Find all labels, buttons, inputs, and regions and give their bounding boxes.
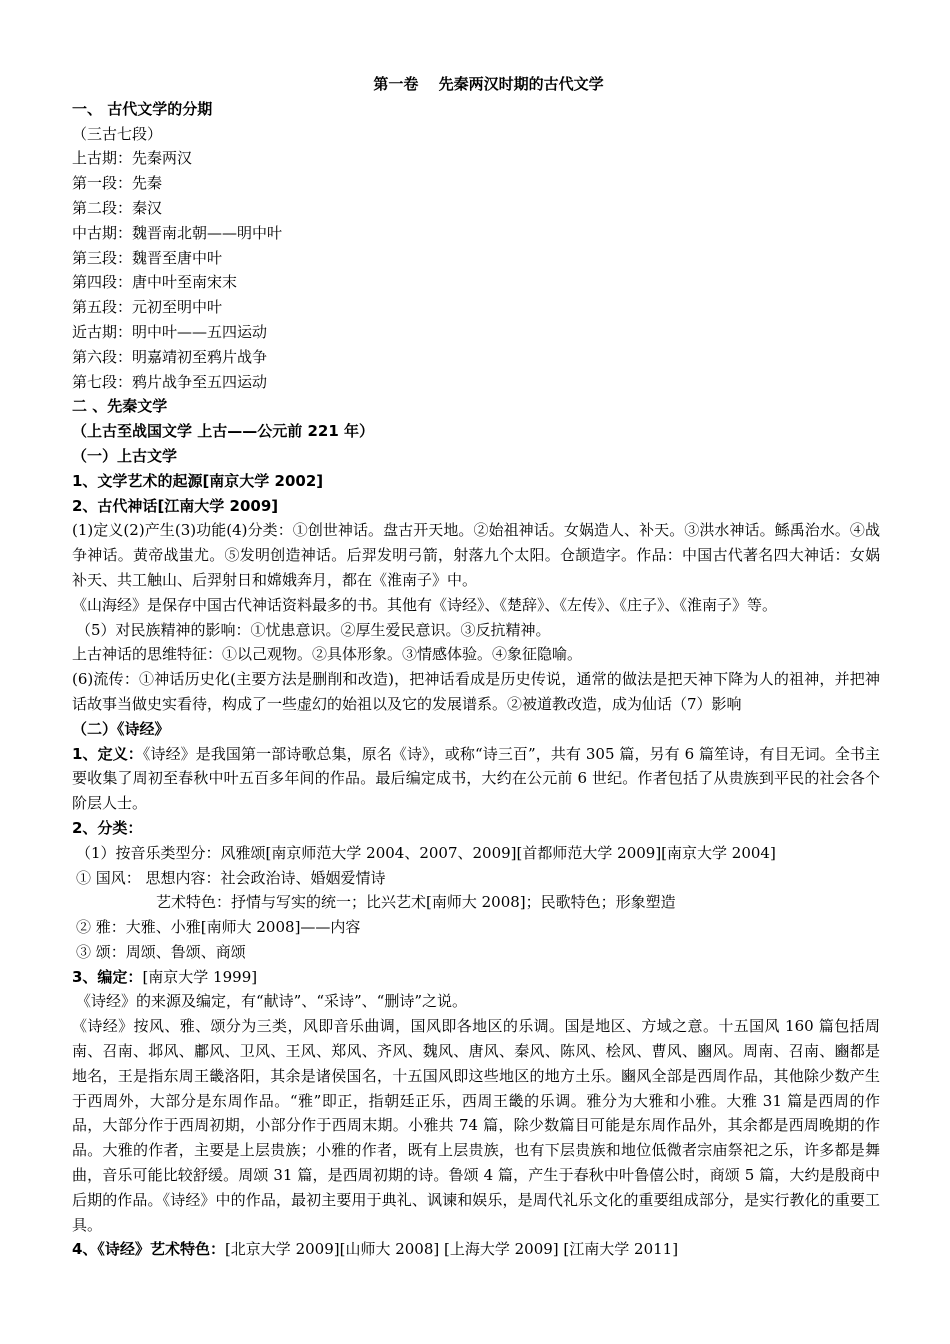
outline-line: 第一段：先秦	[72, 174, 163, 193]
guofeng-line: ① 国风： 思想内容：社会政治诗、婚姻爱情诗	[76, 868, 386, 887]
outline-line: 第二段：秦汉	[72, 198, 163, 217]
definition-text: 《诗经》是我国第一部诗歌总集，原名《诗》，或称“诗三百”，共有 305 篇，另有 6 篇笙诗，有目无词。全书主要收集了周初至春秋中叶五百多年间的作品。最后编定成书，大约在公元前 6 世纪。作者包括了从贵族到平民的社会各个阶层人士。	[72, 744, 880, 813]
outline-line: 第四段：唐中叶至南宋末	[72, 273, 238, 292]
editing-label: 3、编定：	[72, 967, 143, 986]
classification-heading: 2、分类：	[72, 818, 143, 837]
section-heading: （上古至战国文学 上古——公元前 221 年）	[72, 422, 374, 441]
outline-line: 第六段：明嘉靖初至鸦片战争	[72, 347, 268, 366]
outline-line: 第三段：魏晋至唐中叶	[72, 248, 223, 267]
document-page	[72, 72, 880, 1262]
section-heading: 二 、先秦文学	[72, 397, 168, 416]
shijing-section-heading: （二）《诗经》	[72, 719, 170, 738]
section-heading: 2、古代神话[江南大学 2009]	[72, 496, 279, 515]
outline-lines	[72, 97, 880, 519]
classification-line-1: （1）按音乐类型分：风雅颂[南京师范大学 2004、2007、2009][首都师范大学 2009][南京大学 2004]	[76, 843, 776, 862]
guofeng-art-line: 艺术特色：抒情与写实的统一；比兴艺术[南师大 2008]；民歌特色；形象塑造	[156, 893, 676, 912]
outline-line: 上古期：先秦两汉	[72, 149, 193, 168]
myth-flow-paragraph: (6)流传：①神话历史化(主要方法是删削和改造)，把神话看成是历史传说，通常的做法是把天神下降为人的祖神，并把神话故事当做史实看待，构成了一些虚幻的始祖以及它的发展谱系。②被道教改造，成为仙话（7）影响	[72, 670, 880, 713]
section-heading: 1、文学艺术的起源[南京大学 2002]	[72, 471, 324, 490]
art-features-label: 4、《诗经》艺术特色：	[72, 1240, 225, 1259]
song-line: ③ 颂：周颂、鲁颂、商颂	[76, 942, 246, 961]
outline-line: 第五段：元初至明中叶	[72, 298, 223, 317]
document-title: 第一卷 先秦两汉时期的古代文学	[373, 75, 604, 93]
art-features-text: [北京大学 2009][山师大 2008] [上海大学 2009] [江南大学 2011]	[224, 1240, 679, 1259]
editing-line	[72, 965, 880, 990]
section-heading: （一）上古文学	[72, 446, 178, 465]
outline-line: 近古期：明中叶——五四运动	[72, 322, 268, 341]
myth-influence-line: （5）对民族精神的影响：①忧患意识。②厚生爱民意识。③反抗精神。	[76, 620, 551, 639]
art-features-line	[72, 1237, 880, 1262]
outline-line: 中古期：魏晋南北朝——明中叶	[72, 223, 283, 242]
myth-thinking-line: 上古神话的思维特征：①以己观物。②具体形象。③情感体验。④象征隐喻。	[72, 645, 583, 664]
outline-line: 第七段：鸦片战争至五四运动	[72, 372, 268, 391]
section-heading: 一、 古代文学的分期	[72, 99, 213, 118]
editing-text: [南京大学 1999]	[142, 967, 258, 986]
source-line: 《诗经》的来源及编定，有“献诗”、“采诗”、“删诗”之说。	[76, 992, 468, 1011]
shanhaijing-paragraph: 《山海经》是保存中国古代神话资料最多的书。其他有《诗经》、《楚辞》、《左传》、《庄子》、《淮南子》等。	[72, 595, 778, 614]
myth-definition-paragraph: (1)定义(2)产生(3)功能(4)分类：①创世神话。盘古开天地。②始祖神话。女娲造人、补天。③洪水神话。鲧禹治水。④战争神话。黄帝战蚩尤。⑤发明创造神话。后羿发明弓箭，射落九个太阳。仓颉造字。作品：中国古代著名四大神话：女娲补天、共工触山、后羿射日和嫦娥奔月，都在《淮南子》中。	[72, 521, 880, 589]
ya-line: ② 雅：大雅、小雅[南师大 2008]——内容	[76, 918, 361, 937]
shijing-definition-paragraph	[72, 742, 880, 816]
definition-label: 1、定义：	[72, 744, 143, 763]
outline-line: （三古七段）	[72, 124, 163, 143]
shijing-body-paragraph: 《诗经》按风、雅、颂分为三类，风即音乐曲调，国风即各地区的乐调。国是地区、方域之意。十五国风 160 篇包括周南、召南、邶风、鄘风、卫风、王风、郑风、齐风、魏风、唐风、秦风、陈风、桧风、曹风、豳风。周南、召南、豳都是地名，王是指东周王畿洛阳，其余是诸侯国名，十五国风即这些地区的地方土乐。豳风全部是西周作品，其他除少数产生于西周外，大部分是东周作品。“雅”即正，指朝廷正乐，西周王畿的乐调。雅分为大雅和小雅。大雅 31 篇是西周的作品，大部分作于西周初期，小部分作于西周末期。小雅共 74 篇，除少数篇目可能是东周作品外，其余都是西周晚期的作品。大雅的作者，主要是上层贵族；小雅的作者，既有上层贵族，也有下层贵族和地位低微者宗庙祭祀之乐，许多都是舞曲，音乐可能比较舒缓。周颂 31 篇，是西周初期的诗。鲁颂 4 篇，产生于春秋中叶鲁僖公时，商颂 5 篇，大约是殷商中后期的作品。《诗经》中的作品，最初主要用于典礼、讽谏和娱乐，是周代礼乐文化的重要组成部分，是实行教化的重要工具。	[72, 1017, 880, 1234]
